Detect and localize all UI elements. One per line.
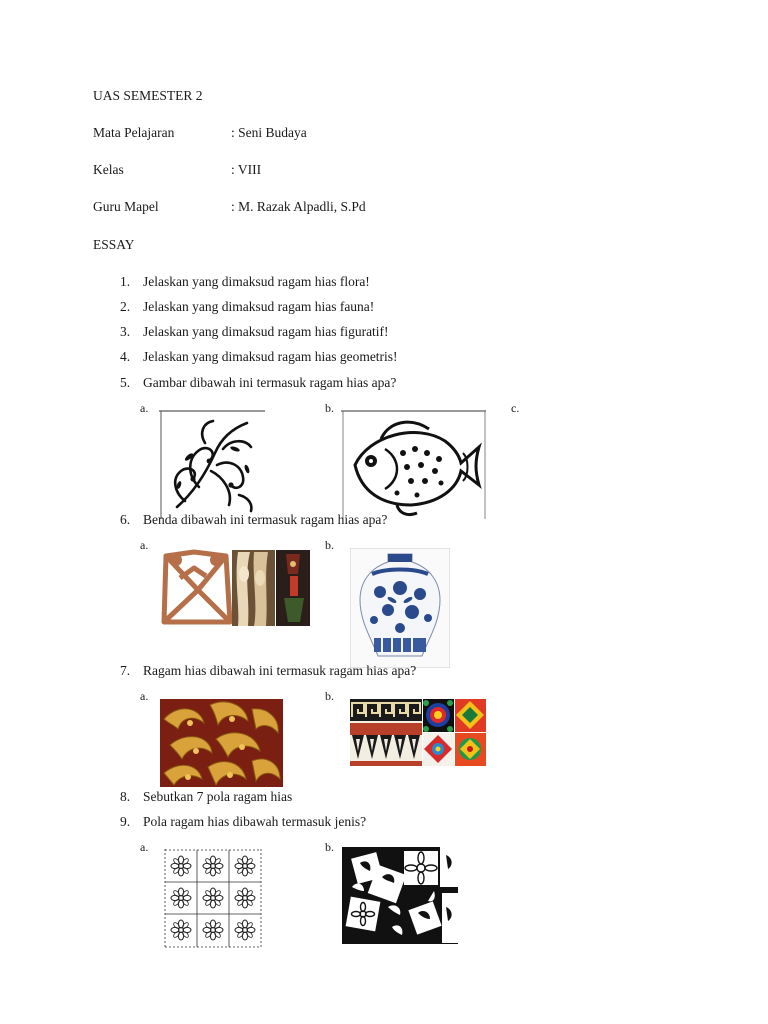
teacher-label: Guru Mapel (93, 199, 159, 214)
porcelain-vase-image (350, 548, 450, 668)
geometric-pattern-image (350, 699, 486, 766)
option-b: b. (325, 538, 334, 552)
figurative-carving-image (160, 548, 310, 628)
question-number: 2. (120, 299, 131, 314)
option-b: b. (325, 401, 334, 415)
question-text: Jelaskan yang dimaksud ragam hias flora! (143, 274, 370, 289)
option-b: b. (325, 840, 334, 854)
fauna-fish-ornament-image (341, 409, 486, 519)
question-number: 8. (120, 789, 131, 804)
question-number: 1. (120, 274, 131, 289)
question-text: Pola ragam hias dibawah termasuk jenis? (143, 814, 367, 829)
question-text: Ragam hias dibawah ini termasuk ragam hias apa? (143, 663, 417, 678)
subject-value: : Seni Budaya (231, 125, 307, 140)
question-number: 7. (120, 663, 131, 678)
option-a: a. (140, 538, 149, 552)
question-text: Jelaskan yang dimaksud ragam hias figuratif! (143, 324, 389, 339)
question-text: Jelaskan yang dimaksud ragam hias geometris! (143, 349, 398, 364)
option-c: c. (511, 401, 520, 415)
section-title: ESSAY (93, 237, 135, 252)
question-number: 6. (120, 512, 131, 527)
option-a: a. (140, 401, 149, 415)
question-text: Sebutkan 7 pola ragam hias (143, 789, 293, 804)
carved-relief-image (160, 699, 283, 787)
question-number: 3. (120, 324, 131, 339)
exam-title: UAS SEMESTER 2 (93, 88, 203, 103)
class-value: : VIII (231, 162, 262, 177)
scattered-pattern-image (342, 847, 458, 944)
repeat-pattern-image (160, 847, 266, 950)
option-a: a. (140, 689, 149, 703)
question-number: 5. (120, 375, 131, 390)
option-a: a. (140, 840, 149, 854)
subject-label: Mata Pelajaran (93, 125, 175, 140)
option-b: b. (325, 689, 334, 703)
question-number: 4. (120, 349, 131, 364)
flora-ornament-image (159, 409, 265, 519)
question-text: Jelaskan yang dimaksud ragam hias fauna! (143, 299, 375, 314)
question-text: Benda dibawah ini termasuk ragam hias apa? (143, 512, 388, 527)
teacher-value: : M. Razak Alpadli, S.Pd (231, 199, 366, 214)
question-number: 9. (120, 814, 131, 829)
class-label: Kelas (93, 162, 124, 177)
question-text: Gambar dibawah ini termasuk ragam hias apa? (143, 375, 397, 390)
